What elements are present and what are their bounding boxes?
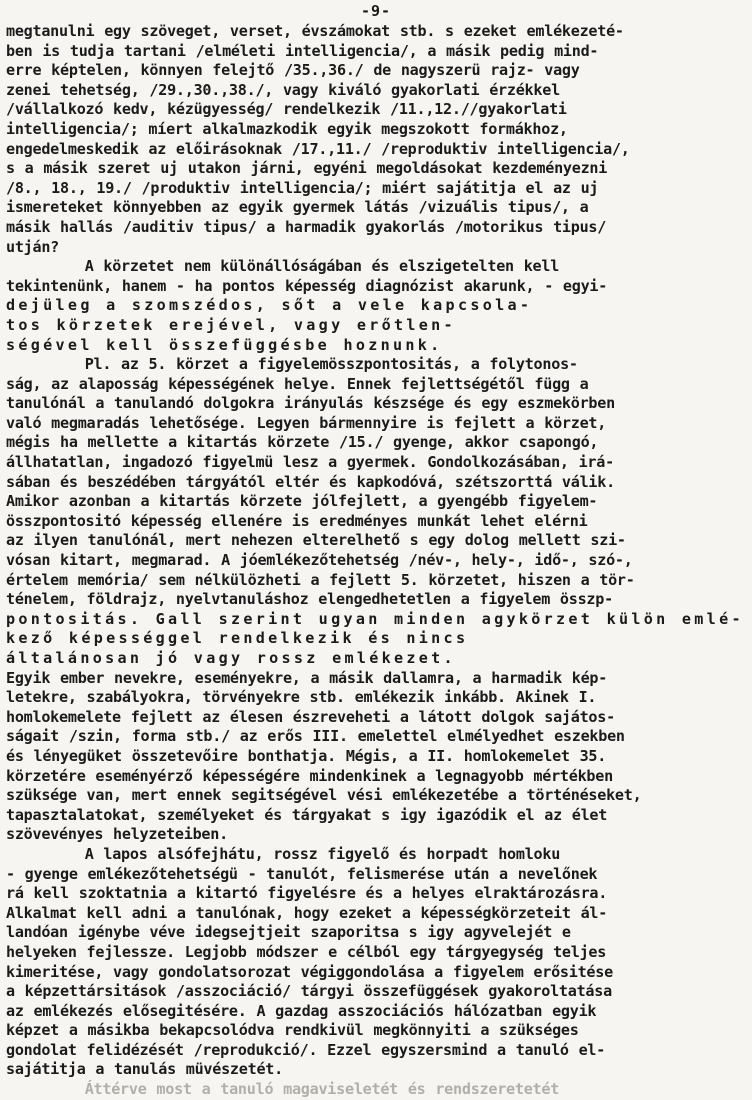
text-line: intelligencia/; míert alkalmazkodik egyik megszokott formákhoz,	[6, 119, 568, 138]
text-line: utján?	[6, 237, 60, 256]
text-line: /8., 18., 19./ /produktiv intelligencia/; miért sajátitja el az uj	[6, 178, 599, 197]
text-line: Egyik ember nevekre, eseményekre, a másik dallamra, a harmadik kép-	[6, 668, 608, 687]
body-text	[6, 22, 748, 1100]
text-line: való megmaradás lehetősége. Legyen bármennyire is fejlett a körzet,	[6, 413, 607, 432]
text-line: állhatatlan, ingadozó figyelmü lesz a gyermek. Gondolkozásában, irá-	[6, 453, 614, 472]
text-line: sában és beszédében tárgyától eltér és kapkodóvá, szétszorttá válik.	[6, 472, 615, 491]
text-line: az ilyen tanulónál, mert nehezen elterelhető s egy dolog mellett szi-	[6, 531, 626, 550]
text-line: általánosan jó vagy rossz emlékezet.	[6, 649, 456, 667]
text-line: engedelmeskedik az előirásoknak /17.,11./ /reproduktiv intelligencia/,	[6, 139, 630, 158]
text-line: landóan igénybe véve idegsejtjeit szaporitsa s igy agyvelejét e	[6, 923, 571, 942]
text-line: tapasztalatokat, személyeket és tárgyakat s igy igazódik el az élet	[6, 805, 608, 824]
text-line: tos körzetek erejével, vagy erőtlen-	[6, 315, 456, 334]
text-line: ben is tudja tartani /elméleti intelligencia/, a másik pedig mind-	[6, 41, 599, 60]
text-line: szövevényes helyzeteiben.	[6, 825, 228, 844]
text-line: másik hallás /auditiv tipus/ a harmadik gyakorlás /motorikus tipus/	[6, 217, 607, 236]
text-line: sajátitja a tanulás müvészetét.	[6, 1060, 283, 1079]
text-line: ság, az alaposság képességének helye. Ennek fejlettségétől függ a	[6, 374, 589, 393]
text-line: körzetére eseményérző képességére mindenkinek a legnagyobb mértékben	[6, 766, 613, 785]
text-line: helyeken fejlessze. Legjobb módszer e célból egy tárgyegység teljes	[6, 942, 607, 961]
paragraph	[6, 22, 748, 257]
text-line: A lapos alsófejhátu, rossz figyelő és horpadt homloku	[6, 844, 561, 863]
text-line: ismereteket könnyebben az egyik gyermek látás /vizuális tipus/, a	[6, 198, 589, 217]
text-line: megtanulni egy szöveget, verset, évszámokat stb. s ezeket emlékezeté-	[6, 22, 624, 40]
text-line: Alkalmat kell adni a tanulónak, hogy ezeket a képességkörzeteit ál-	[6, 903, 608, 922]
text-line: képzet a másikba bekapcsolódva rendkivül megkönnyiti a szükséges	[6, 1021, 579, 1040]
text-line: az emlékezés elősegitésére. A gazdag asszociációs hálózatban egyik	[6, 1001, 597, 1020]
page-number: -9-	[360, 2, 392, 20]
text-line: ségével kell összefüggésbe hoznunk.	[6, 335, 443, 354]
text-line: vósan kitart, megmarad. A jóemlékezőtehetség /név-, hely-, idő-, szó-,	[6, 551, 633, 570]
text-line: homlokemelete fejlett az élesen észreveheti a látott dolgok sajátos-	[6, 707, 615, 726]
paragraph	[6, 257, 748, 355]
text-line: ságait /szin, forma stb./ az erős III. emelettel elmélyedhet eszekben	[6, 727, 625, 746]
text-line: értelem memória/ sem nélkülözheti a fejlett 5. körzetet, hiszen a tör-	[6, 570, 635, 589]
text-line: letekre, szabályokra, törvényekre stb. emlékezik inkább. Akinek I.	[6, 688, 597, 707]
text-line: erre képtelen, könnyen felejtő /35.,36./ de nagyszerü rajz- vagy	[6, 61, 580, 80]
text-line: tekintenünk, hanem - ha pontos képesség diagnózist akarunk, - egyi-	[6, 276, 608, 295]
text-line: Pl. az 5. körzet a figyelemösszpontositás, a folytonos-	[6, 355, 578, 374]
text-line: és lényegüket összetevőire bonthatja. Mégis, a II. homlokemelet 35.	[6, 746, 607, 765]
text-line: a képzettársitások /asszociáció/ tárgyi összefüggések gyakoroltatása	[6, 982, 612, 1001]
text-line: Áttérve most a tanuló magaviseletét és rendszeretetét	[6, 1080, 560, 1099]
text-line: Amikor azonban a kitartás körzete jólfejlett, a gyengébb figyelem-	[6, 492, 598, 511]
paragraph	[6, 355, 748, 845]
text-line: zenei tehetség, /29.,30.,38./, vagy kiváló gyakorlati érzékkel	[6, 80, 560, 99]
text-line: /vállalkozó kedv, kézügyesség/ rendelkezik /11.,12.//gyakorlati	[6, 100, 567, 119]
text-line: kező képességgel rendelkezik és nincs	[6, 629, 469, 648]
text-line: összpontositó képesség ellenére is eredményes munkát lehet elérni	[6, 511, 588, 530]
text-line: - gyenge emlékezőtehetségü - tanulót, felismerése után a nevelőnek	[6, 864, 598, 883]
text-line: ténelem, földrajz, nyelvtanuláshoz elengedhetetlen a figyelem összp-	[6, 590, 613, 609]
paragraph	[6, 1080, 748, 1100]
text-line: tanulónál a tanulandó dolgokra irányulás készsége és egy eszmekörben	[6, 394, 615, 413]
text-line: mégis ha mellette a kitartás körzete /15./ gyenge, akkor csapongó,	[6, 433, 599, 452]
text-line: A körzetet nem különállóságában és elszigetelten kell	[6, 257, 560, 276]
text-line: kimeritése, vagy gondolatsorozat végiggondolása a figyelem erősitése	[6, 962, 613, 981]
text-line: gondolat felidézését /reprodukció/. Ezzel egyszersmind a tanuló el-	[6, 1040, 606, 1059]
text-line: pontositás. Gall szerint ugyan minden agykörzet külön emlé-	[6, 609, 744, 628]
paragraph	[6, 845, 748, 1080]
text-line: dejüleg a szomszédos, sőt a vele kapcsola-	[6, 296, 533, 315]
text-line: rá kell szoktatnia a kitartó figyelésre és a helyes elraktározásra.	[6, 884, 608, 903]
text-line: szüksége van, mert ennek segitségével vési emlékezetébe a történéseket,	[6, 786, 642, 805]
text-line: s a másik szeret uj utakon járni, egyéni megoldásokat kezdeményezni	[6, 159, 608, 178]
